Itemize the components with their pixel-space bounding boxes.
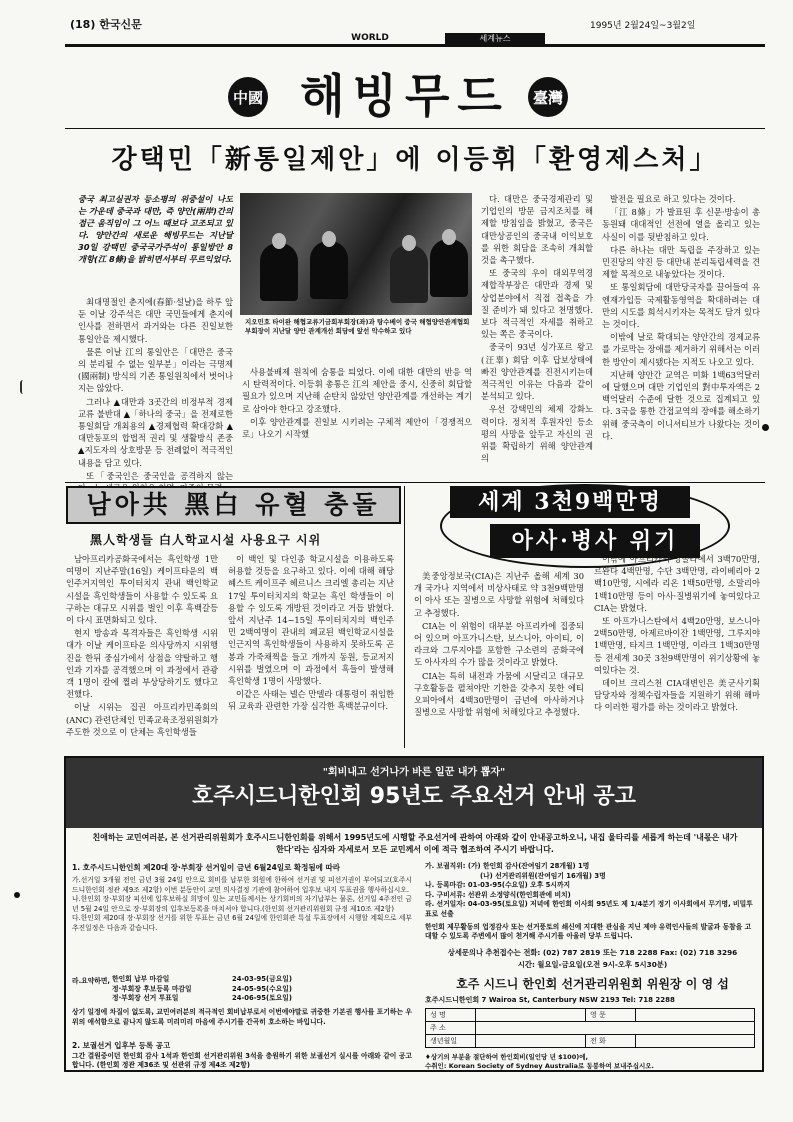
ad-title: 호주시드니한인회 95년도 주요선거 안내 공고 [192,784,636,809]
page-number: (18) 한국신문 [70,18,142,31]
ad-item: 나.한인회 장·부회장 피선에 입후보하실 희망이 있는 교민들께서는 상기회비의 자기납부는 물론, 선거일 4주전인 금년 5월 24일 안으로 장·부회장의 입후보등록을 마치셔야 합니다.(한인회 선거관리위원회 규정 제10조 제2항) [72,895,412,913]
ad-right-items [425,862,755,942]
ad-item: 라. 선거일자: 04-03-95(토요일) 저녁에 한인회 이사회 95년도 제 1/4분기 정기 이사회에서 무기명, 비밀투표로 선출 [425,900,753,918]
paragraph: 현지 방송과 목격자들은 흑인학생 시위대가 이날 케이프타운 의사당까지 시위행진을 한뒤 중심가에서 상점을 약탈하고 행인과 기자를 공격했으며 이 과정에서 관광객 1명이 칼에 찔려 부상당하기도 했다고 전했다. [66,628,218,700]
paragraph: 이밖에 날로 확대되는 양안간의 경제교류를 가로막는 장애를 제거하기 위해서는 이러한 방안이 제시됐다는 지적도 나오고 있다. [602,332,760,367]
society-address: 호주시드니한인회 7 Wairoa St, Canterbury NSW 2193 Tel: 718 2288 [425,996,675,1004]
paragraph: 사용불배제 원칙에 숨통을 틔었다. 이에 대한 대만의 반응 역시 탄력적이다. 이등휘 총통은 江의 제안을 중시, 신중히 회답할 필요가 있으며 지난해 순탄치 않았던 양안관계를 개선하는 계기로 삼아야 한다고 강조했다. [242,367,472,414]
schedule-row: 정·부회장 후보등록 마감일 24-05-95(수요일) [112,984,292,993]
column-divider [404,486,405,748]
paragraph: 美중앙정보국(CIA)은 지난주 올해 세계 30개 국가나 지역에서 비상사태로 약 3천9백만명이 아사 또는 질병으로 사망할 위험에 처해있다고 추정했다. [414,571,584,618]
ad-slogan: "회비내고 선거나가 바른 일꾼 내가 뽑자" [322,767,506,778]
section-rule [65,482,765,483]
form-label: 주 소 [426,1022,476,1034]
paragraph: 물론 이날 江의 통일안은「대만은 중국의 분리될 수 없는 일부분」이라는 극명제(國兩制) 방식의 기존 통일원칙에서 벗어나지는 않았다. [78,346,233,394]
paragraph: CIA는 이 위험이 대부분 아프리카에 집중되어 있으며 아프가니스탄, 보스니아, 아이티, 이라크와 그루지야를 포함한 구소련의 공화국에도 아사자의 수가 많을 것이라고 밝혔다. [414,620,584,668]
section-label-ko: 세계뉴스 [445,33,545,45]
schedule-label: 라.요약하면, [72,977,110,985]
banner-rule [65,128,765,129]
paragraph: 다른 하나는 대만 독립을 주장하고 있는 민진당의 약진 등 대만내 분리독립세력을 견제할 목적으로 내놓았다는 것이다. [602,244,760,280]
article1-column-2 [242,366,472,478]
scan-mark [762,424,769,431]
article2-headline: 남아共 黑白 유혈 충돌 [66,486,401,524]
ad-section-2-title: 2. 보궐선거 입후부 등록 공고 [72,1041,171,1050]
paragraph: 이밖에 아프리카의 앙골라에서 3백70만명, 르완다 4백만명, 수단 3백만명, 라이베리아 2백10만명, 시에라 리온 1백50만명, 소말리아 1백10만명 등이 아사·질병위기에 놓여있다고 CIA는 밝혔다. [594,554,760,613]
paragraph: 우선 강택민의 체제 강화노력이다. 정치적 후원자인 등소평의 사망을 앞두고 자신의 권위를 확립하기 위해 양안관계의 [481,404,593,464]
paragraph: 그러나 ▲대만과 3곳간의 비정부적 경제교류 불반대 ▲「하나의 중국」을 전제로한 통일회담 개최용의 ▲경제협력 확대강화 ▲대만동포의 합법적 권리 및 생활방식 존중 ▲지도자의 상호방문 등 전례없이 적극적인 내용을 담고 있다. [78,396,233,468]
paragraph: 남아프리카공화국에서는 흑인학생 1만여명이 지난주말(16일) 케이프타운의 백인주거지역인 투이터치지 관내 백인학교시설을 흑인학생들이 사용할 수 있도록 요구하는 대규모 시위를 벌인 이후 흑백갈등이 다시 표면화되고 있다. [66,554,218,626]
ad-item: 다.한인회 제20대 장·부회장 선거를 위한 투표는 금년 6월 24일에 한인회관 특설 투표장에서 시행할 계획으로 세부 추진일정은 다음과 같습니다. [72,914,412,932]
form-row [426,1009,754,1022]
schedule-row: 정·부회장 선거 투표일 24-06-95(토요일) [112,994,292,1002]
paragraph: 이날 시위는 집권 아프리카민족회의(ANC) 관련단체인 민족교육조정위원회가 주도한 것으로 이 단체는 흑인학생들 [66,702,218,737]
paragraph: 이 백인 및 다인종 학교시설을 이용하도록 허용할 것등을 요구하고 있다. 이에 대해 해당 혜스트 케이프주 헤르니스 크리엘 총리는 지난 17일 투이터치지의 학교는 흑인 학생들이 이용할 수 있도록 개방된 것이라고 거듭 밝혔다. 앞서 지난주 14~15일 투이터치지의 백인주민 2백여명이 관내의 폐교된 백인학교시설을 인근지역 흑인학생들이 사용하지 못하도록 곤봉과 가죽채찍을 들고 개까지 동원, 등교저지 시위를 벌였으며 이 과정에서 흑들이 발생해 흑인학생 1명이 사망했다. [228,554,394,687]
schedule-row: 한인회 납부 마감일 24-03-95(금요일) [112,975,292,983]
ad-section-2-text: 그간 결원중이던 한인회 감사 1석과 한인회 선거관리위원 3석을 충원하기 위한 보궐선거 실시를 아래와 같이 공고합니다. (한인회 정관 제36조 및 선관위 규정 제4조 제2항) [72,1052,412,1069]
paragraph: 이같은 사태는 넬슨 만델라 대통령이 취임한 뒤 교육과 관련한 가장 심각한 흑백분규이다. [228,689,394,712]
form-field[interactable] [476,1035,586,1047]
office-hours: 시간: 월요일-금요일(오전 9시-오후 5시30분) [517,960,668,969]
china-emblem: 中國 [228,77,268,117]
paragraph: 또「중국인은 중국인을 공격하지 않는 [86,470,233,481]
taiwan-emblem: 臺灣 [528,77,568,117]
paragraph: 또 아프가니스탄에서 4백20만명, 보스니아 2백50만명, 아제르바이잔 1백만명, 그루지야 1백만명, 타지크 1백만명, 이라크 1백30만명 등 전세계 30곳 3천9백만명이 위기상황에 놓여있다는 것. [594,616,760,675]
article1-column-3 [481,193,593,478]
schedule-note: 상기 일정에 차질이 없도록, 교민여러분의 적극적인 회비납부로서 이번에야말로 귀중한 기본권 행사를 포기하는 우위의 애석함으로 끝나지 않도록 미리미리 마음에 주시기를 간곡히 호소하는 바입니다. [72,1008,412,1026]
paragraph: 이후 양안관계를 진일보 시키려는 구체적 제안이「경쟁적으로」나오기 시작했 [242,416,472,440]
ad-item: 가. 보궐직위: (가) 한인회 감사(잔여임기 28개월) 1명 [425,862,590,870]
banner-title: 해빙무드 [300,69,510,123]
paragraph: 또 중국의 우이 대외무역경제합작부장은 대만과 경제 및 상업분야에서 직접 접촉을 가질 준비가 돼 있다고 천명했다. 보다 적극적인 자세를 취하고 있는 쪽은 중국이다. [481,268,593,340]
section-label-en: WORLD [351,33,389,43]
paragraph: 지난해 양안간 교역은 미화 1백63억달러에 달했으며 대만 기업인의 對中투자액은 2백억달러 수준에 달한 것으로 집계되고 있다. 3국을 통한 간접교역의 장애를 해소하기 위해 중국측이 이니셔티브가 나왔다는 것이다. [602,369,760,441]
form-note-1: ♦상기의 부분을 절단하여 한인회비(일인당 년 $100)에, [425,1053,588,1061]
news-photo [240,193,472,315]
article2-column-1 [66,553,218,748]
paragraph: 다. 대만은 중국경제관리 및 기업인의 방문 금지조치를 해제할 방침임을 밝혔고, 중국은 대만상공인의 중국내 이익보호를 위한 회담을 조속히 개최할 것을 촉구했다. [481,194,593,266]
ad-item: 나. 등록마감: 01-03-95(수요일) 오후 5시까지 [425,881,571,890]
main-headline: 강택민「新통일제안」에 이등휘「환영제스처」 [111,145,719,175]
form-label: 전 화 [586,1035,636,1047]
ad-item: (나) 선거관리위원(잔여임기 16개월) 3명 [480,871,606,880]
paragraph: 최대명절인 춘지에(春節·설날)을 하루 앞둔 이날 강주석은 대만 국민들에게 춘지에 인사를 전하면서 과거와는 다른 진일보한 통일안을 제시했다. [78,297,233,344]
paragraph: 데이브 크리스천 CIA대변인은 美군사기획 담당자와 정책수립자들을 지원하기 위해 해마다 이러한 평가를 하는 것이라고 밝혔다. [594,678,760,713]
lead-paragraph: 중국 최고실권자 등소평의 위중설이 나도는 가운데 중국과 대만, 즉 양안(兩岸)간의 접근 움직임이 그 어느 때보다 고조되고 있다. 양안간의 새로운 해빙무드는 지난달 30일 강택민 중국국가주석이 통일방안 8개항(江 8條)을 밝히면서부터 무르익었다. [78,194,233,264]
article1-column-1 [78,296,233,481]
scan-mark [14,892,20,898]
article3-column-1 [414,570,584,748]
ad-item: 다. 구비서류: 선관위 소정양식(한인회관에 비치) [425,890,571,899]
form-row [426,1035,754,1048]
article2-subhead: 黑人학생들 白人학교시설 사용요구 시위 [90,533,322,547]
paragraph: 중국이 93년 싱가포르 왕고(汪辜) 회담 이후 답보상태에 빠진 양안관계를 진전시키는데 적극적인 이유는 다음과 같이 분석되고 있다. [481,342,593,402]
article2-column-2 [228,553,394,748]
ad-item: 가.선거일 3개월 전인 금년 3월 24일 안으로 회비를 납부한 회원에 한하여 선거권 및 피선거권이 부여되고(호주시드니한인회 정관 제9조 제2항) 이번 분동안이 교민 의사결정 기관에 참여하여 입후보 내지 투표권을 행사하십시오. [72,876,412,894]
paragraph: CIA는 특히 내전과 가뭄에 시달리고 대규모 구호활동을 펼쳐야만 기한을 갖추지 못한 에티오피아에서 4백30만명이 금년에 아사하거나 질병으로 사망할 위험에 처해있다고 추정했다. [414,670,584,718]
ad-item: 한인회 제무활동의 업정감사 또는 선거풍토의 쇄신에 지대한 관심을 지닌 제야 유력인사들의 발굴과 동참을 고대할 수 있도록 주변에서 많이 천거해 주시기를 아울러 당부 드립니다. [425,922,752,941]
paragraph: 「江 8條」가 발표된 후 신문·방송이 총동원돼 대대적인 선전에 열을 올리고 있는 사실이 이를 뒷받침하고 있다. [602,207,760,242]
article3-column-2 [594,553,760,748]
paragraph: 또 통일회담에 대만당국자를 끌어들여 유엔재가입등 국제활동영역을 확대하려는 대만의 시도를 희석시키자는 목적도 담겨 있다는 것이다. [602,282,760,330]
ad-intro: 친애하는 교민여러분, 본 선거관리위원회가 호주시드니한인회를 위해서 1995년도에 시행할 주요선거에 관하여 아래와 같이 안내공고하오니, 내집 울타리를 세롭게 하는데 '내몫은 내가한다'라는 심자와 자세로서 모든 교민께서 이에 적극 협조하여 주시기 바랍니다. [92,833,738,854]
paragraph: 발전을 필요로 하고 있다는 것이다. [610,194,736,204]
form-row [426,1022,754,1035]
ad-section-1-items [72,876,412,976]
membership-form [425,1008,755,1048]
issue-date: 1995년 2월24일~3월2일 [590,21,696,31]
committee-signature: 호주 시드니 한인회 선거관리위원회 위원장 이 영 섭 [456,977,729,991]
form-field[interactable] [476,1022,754,1034]
form-label: 성 명 [426,1009,476,1021]
schedule-table [112,975,372,1004]
form-label: 생년월일 [426,1035,476,1047]
photo-caption: 지오민호 타이완 해협교류기금회부회장(좌)과 탕수베이 중국 해협양안관계협회 부회장이 지난달 양안 관계개선 회담에 앞선 악수하고 있다 [245,318,470,335]
article3-headline-2: 아사·병사 위기 [490,524,700,558]
form-field[interactable] [476,1009,586,1021]
article3-headline-1: 세계 3천9백만명 [450,486,690,518]
ad-section-1-title: 1. 호주시드니한인회 제20대 장·부회장 선거일이 금년 6월24일로 확정됨에 따라 [72,863,341,872]
form-field[interactable] [636,1009,754,1021]
form-note-2: 수취인: Korean Society of Sydney Australia로 동봉하여 보내주십시오. [425,1062,655,1070]
article1-column-4 [602,193,760,478]
masthead-rule [65,44,765,47]
form-field[interactable] [636,1035,754,1047]
scan-mark [20,380,26,394]
form-label: 영 문 [586,1009,636,1021]
contact-line: 상세문의나 추천접수는 전화: (02) 787 2819 또는 718 2288 Fax: (02) 718 3296 [447,948,738,957]
